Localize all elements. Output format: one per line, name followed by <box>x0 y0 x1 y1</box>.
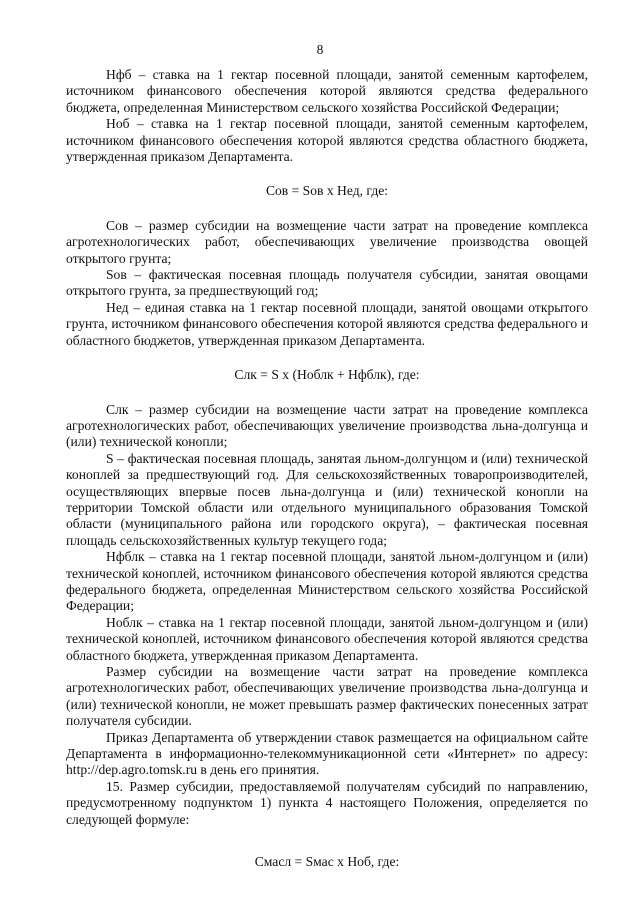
formula-smasl: Смасл = Sмас х Ноб, где: <box>254 854 400 870</box>
paragraph-limit: Размер субсидии на возмещение части затрат на проведение комплекса агротехнологических работ, обеспечивающих увеличение производства льна-долгунца и (или) технической конопли, не может превышать размер фактических понесенных затрат получателя субсидии. <box>66 664 588 729</box>
paragraph-slk: Слк – размер субсидии на возмещение части затрат на проведение комплекса агротехнологических работ, обеспечивающих увеличение производства льна-долгунца и (или) технической конопли; <box>66 401 588 450</box>
paragraph-s-area: S – фактическая посевная площадь, занятая льном-долгунцом и (или) технической коноплей за предшествующий год. Для сельскохозяйственных товаропроизводителей, осуществляющих впервые посев льна-долгунца и (или) технической конопли на территории Томской области или отдельного муниципального образования Томской области (муниципального района или городского округа), – фактическая посевная площадь сельскохозяйственных культур текущего года; <box>66 450 588 548</box>
paragraph-15: 15. Размер субсидии, предоставляемой получателям субсидий по направлению, предусмотренному подпунктом 1) пункта 4 настоящего Положения, определяется по следующей формуле: <box>66 778 588 827</box>
formula-slk: Слк = S х (Ноблк + Нфблк), где: <box>234 367 420 383</box>
paragraph-sov: Сов – размер субсидии на возмещение части затрат на проведение комплекса агротехнологических работ, обеспечивающих увеличение производства овощей открытого грунта; <box>66 217 588 266</box>
document-body <box>66 67 588 888</box>
paragraph-nfblk: Нфблк – ставка на 1 гектар посевной площади, занятой льном-долгунцом и (или) технической коноплей, источником финансового обеспечения которой являются средства федерального бюджета, определенная Министерством сельского хозяйства Российской Федерации; <box>66 549 588 614</box>
page-number: 8 <box>316 42 324 57</box>
paragraph-sov-area: Sов – фактическая посевная площадь получателя субсидии, занятая овощами открытого грунта, за предшествующий год; <box>66 267 588 299</box>
paragraph-nob: Ноб – ставка на 1 гектар посевной площади, занятой семенным картофелем, источником финансового обеспечения которой являются средства областного бюджета, утвержденная приказом Департамента. <box>66 116 588 165</box>
paragraph-nfb: Нфб – ставка на 1 гектар посевной площади, занятой семенным картофелем, источником финансового обеспечения которой являются средства федерального бюджета, определенная Министерством сельского хозяйства Российской Федерации; <box>66 67 588 115</box>
paragraph-order: Приказ Департамента об утверждении ставок размещается на официальном сайте Департамента в информационно-телекоммуникационной сети «Интернет» по адресу: http://dep.agro.tomsk.ru в день его принятия. <box>66 729 588 778</box>
paragraph-noblk: Ноблк – ставка на 1 гектар посевной площади, занятой льном-долгунцом и (или) технической коноплей, источником финансового обеспечения которой являются средства областного бюджета, утвержденная приказом Департамента. <box>66 614 588 663</box>
formula-sov: Сов = Sов х Нед, где: <box>265 183 389 199</box>
paragraph-ned: Нед – единая ставка на 1 гектар посевной площади, занятой овощами открытого грунта, источником финансового обеспечения которой являются средства федерального и областного бюджетов, утвержденная приказом Департамента. <box>66 299 588 348</box>
